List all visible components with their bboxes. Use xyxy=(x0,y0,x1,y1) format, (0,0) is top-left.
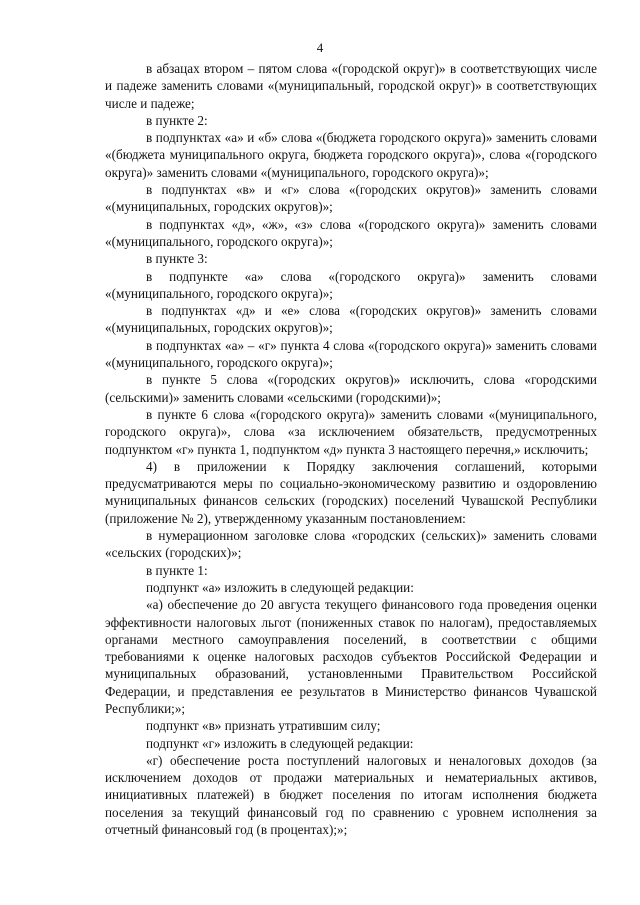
paragraph: в пункте 6 слова «(городского округа)» заменить словами «(муниципального, городского округа)», слова «за исключением обязательств, предусмотренных подпунктом «г» пункта 1, подпунктом «д» пункта 3 настоящего перечня,» исключить; xyxy=(105,406,597,457)
paragraph: «а) обеспечение до 20 августа текущего финансового года проведения оценки эффективности налоговых льгот (пониженных ставок по налогам), предоставляемых органами местного самоуправления поселений, в соответствии с общими требованиями к оценке налоговых расходов субъектов Российской Федерации и муниципальных образований, установленными Правительством Российской Федерации, и представления ее результатов в Министерство финансов Чувашской Республики;»; xyxy=(105,597,597,716)
paragraph: в абзацах втором – пятом слова «(городской округ)» в соответствующих числе и падеже заменить словами «(муниципальный, городской округ)» в соответствующих числе и падеже; xyxy=(105,61,597,111)
paragraph: подпункт «г» изложить в следующей редакции: xyxy=(146,735,414,751)
paragraph: подпункт «а» изложить в следующей редакции: xyxy=(146,579,414,595)
page-number: 4 xyxy=(316,40,324,55)
paragraph: в подпунктах «а» и «б» слова «(бюджета городского округа)» заменить словами «(бюджета муниципального округа, бюджета городского округа)», слова «(городского округа)» заменить словами «(муниципального, городского округа)»; xyxy=(105,130,597,180)
document-body xyxy=(105,60,597,838)
paragraph: в пункте 5 слова «(городских округов)» исключить, слова «городскими (сельскими)» заменить словами «сельскими (городскими)»; xyxy=(105,372,597,405)
paragraph: в подпунктах «д» и «е» слова «(городских округов)» заменить словами «(муниципальных, городских округов)»; xyxy=(105,303,597,336)
paragraph: в пункте 3: xyxy=(146,251,208,267)
paragraph: 4) в приложении к Порядку заключения соглашений, которыми предусматриваются меры по социально-экономическому развитию и оздоровлению муниципальных финансов сельских (городских) поселений Чувашской Республики (приложение № 2), утвержденному указанным постановлением: xyxy=(105,458,597,526)
paragraph: в пункте 1: xyxy=(146,562,208,578)
paragraph: подпункт «в» признать утратившим силу; xyxy=(146,718,381,734)
paragraph: в пункте 2: xyxy=(146,112,208,128)
paragraph: в подпунктах «д», «ж», «з» слова «(городского округа)» заменить словами «(муниципального, городского округа)»; xyxy=(105,216,597,249)
paragraph: в подпункте «а» слова «(городского округа)» заменить словами «(муниципального, городского округа)»; xyxy=(105,268,597,301)
paragraph: в нумерационном заголовке слова «городских (сельских)» заменить словами «сельских (городских)»; xyxy=(105,528,597,561)
paragraph: «г) обеспечение роста поступлений налоговых и неналоговых доходов (за исключением доходов от продажи материальных и нематериальных активов, инициативных платежей) в бюджет поселения по итогам исполнения бюджета поселения за текущий финансовый год по сравнению с уровнем исполнения за отчетный финансовый год (в процентах);»; xyxy=(105,752,597,838)
paragraph: в подпунктах «а» – «г» пункта 4 слова «(городского округа)» заменить словами «(муниципального, городского округа)»; xyxy=(105,337,597,371)
paragraph: в подпунктах «в» и «г» слова «(городских округов)» заменить словами «(муниципальных, городских округов)»; xyxy=(105,182,597,215)
